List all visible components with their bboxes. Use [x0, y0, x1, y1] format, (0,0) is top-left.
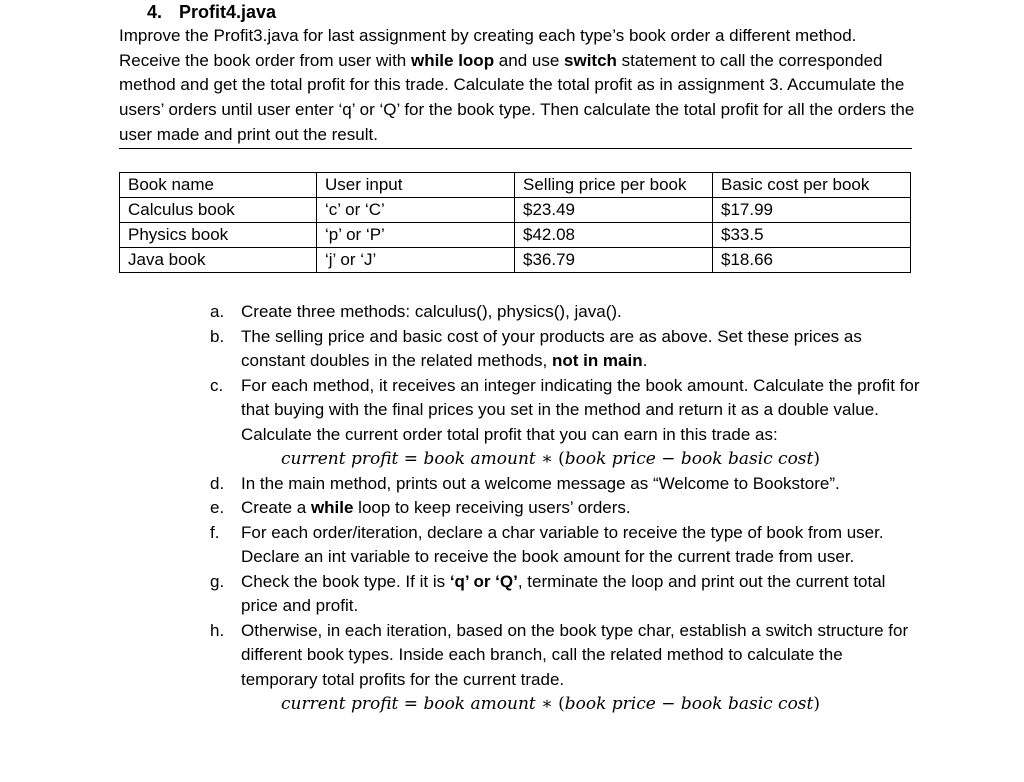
formula-equals: = — [398, 449, 424, 469]
table-cell: $36.79 — [515, 248, 713, 273]
section-title: Profit4.java — [179, 2, 277, 22]
list-item-text: For each method, it receives an integer indicating the book amount. Calculate the profit for that buying with the final prices you set in the method and return it as a double value. Calculate the current order total profit that you can earn in this trade as: — [241, 375, 920, 444]
formula-cost: book basic cost — [680, 694, 814, 714]
list-item-bold: ‘q’ or ‘Q’ — [449, 571, 518, 591]
formula-close: ) — [813, 694, 821, 714]
list-item — [210, 325, 920, 374]
formula-lhs: current profit — [281, 449, 399, 469]
formula-minus: − — [655, 449, 681, 469]
list-item-text: Check the book type. If it is — [241, 571, 450, 591]
list-item-text: In the main method, prints out a welcome message as “Welcome to Bookstore”. — [241, 473, 840, 493]
list-marker: d. — [210, 473, 225, 493]
profit-formula — [241, 692, 920, 717]
table-header-cell: User input — [317, 173, 515, 198]
instruction-list — [210, 300, 920, 717]
list-marker: f. — [210, 522, 220, 542]
table-cell: $23.49 — [515, 198, 713, 223]
formula-price: book price — [564, 449, 656, 469]
formula-times: ∗ ( — [535, 694, 565, 714]
list-marker: c. — [210, 375, 224, 395]
list-marker: a. — [210, 302, 225, 321]
formula-equals: = — [398, 694, 424, 714]
list-item-text: loop to keep receiving users’ orders. — [353, 498, 631, 517]
table-header-cell: Book name — [120, 173, 317, 198]
table-header-cell: Basic cost per book — [713, 173, 911, 198]
list-item-text: Create a — [241, 498, 311, 517]
formula-amount: book amount — [423, 449, 536, 469]
list-item-text: Otherwise, in each iteration, based on the book type char, establish a switch structure for different book types. Inside each branch, call the related method to calculate the temporary total profits for the current trade. — [241, 620, 909, 689]
table-cell: Calculus book — [120, 198, 317, 223]
intro-bold-switch: switch — [564, 50, 617, 70]
formula-amount: book amount — [423, 694, 536, 714]
list-marker: g. — [210, 571, 225, 591]
book-price-table — [119, 172, 911, 273]
intro-text: Improve the Profit3.java for last assignment by creating each type’s book order a different method. Receive the book order from user with — [119, 26, 857, 70]
formula-close: ) — [813, 449, 821, 469]
intro-bold-while-loop: while loop — [410, 50, 495, 70]
table-header-cell: Selling price per book — [515, 173, 713, 198]
list-item — [210, 570, 920, 619]
table-cell: $42.08 — [515, 223, 713, 248]
intro-text: and use — [494, 50, 565, 70]
table-row — [120, 223, 911, 248]
list-item — [210, 619, 920, 717]
table-cell: Java book — [120, 248, 317, 273]
list-item — [210, 496, 920, 521]
list-marker: h. — [210, 620, 225, 640]
table-row — [120, 198, 911, 223]
list-item-text: . — [642, 351, 648, 370]
profit-formula — [241, 447, 920, 472]
formula-minus: − — [655, 694, 681, 714]
formula-price: book price — [564, 694, 656, 714]
formula-cost: book basic cost — [680, 449, 814, 469]
table-cell: ‘c’ or ‘C’ — [317, 198, 515, 223]
formula-times: ∗ ( — [535, 449, 565, 469]
intro-paragraph — [119, 24, 919, 148]
list-marker: e. — [210, 498, 225, 517]
list-item — [210, 472, 920, 497]
table-cell: $18.66 — [713, 248, 911, 273]
list-item-text: The selling price and basic cost of your products are as above. Set these prices as constant doubles in the related methods, — [241, 326, 862, 370]
table-cell: ‘j’ or ‘J’ — [317, 248, 515, 273]
divider-rule — [119, 148, 912, 149]
table-cell: $17.99 — [713, 198, 911, 223]
table-row — [120, 248, 911, 273]
table-cell: ‘p’ or ‘P’ — [317, 223, 515, 248]
formula-lhs: current profit — [281, 694, 399, 714]
list-item — [210, 521, 920, 570]
table-header-row — [120, 173, 911, 198]
list-item-text: , terminate the loop and print out the current total price and profit. — [241, 571, 886, 615]
list-marker: b. — [210, 326, 225, 346]
list-item-bold: not in main — [551, 351, 643, 370]
section-heading — [147, 0, 276, 24]
section-number: 4. — [147, 2, 163, 22]
list-item — [210, 374, 920, 472]
list-item-text: For each order/iteration, declare a char variable to receive the type of book from user. Declare an int variable to receive the book amount for the current trade from user. — [241, 522, 884, 566]
list-item-text: Create three methods: calculus(), physics(), java(). — [241, 302, 622, 321]
list-item-bold: while — [310, 498, 354, 517]
table-cell: $33.5 — [713, 223, 911, 248]
list-item — [210, 300, 920, 325]
table-cell: Physics book — [120, 223, 317, 248]
intro-text: statement to call the corresponded method and get the total profit for this trade. Calculate the total profit as in assignment 3. Accumulate the users’ orders until user enter ‘q’ or ‘Q’ for the book type. Then calculate the total profit for all the orders the user made and print out the result. — [119, 50, 915, 144]
